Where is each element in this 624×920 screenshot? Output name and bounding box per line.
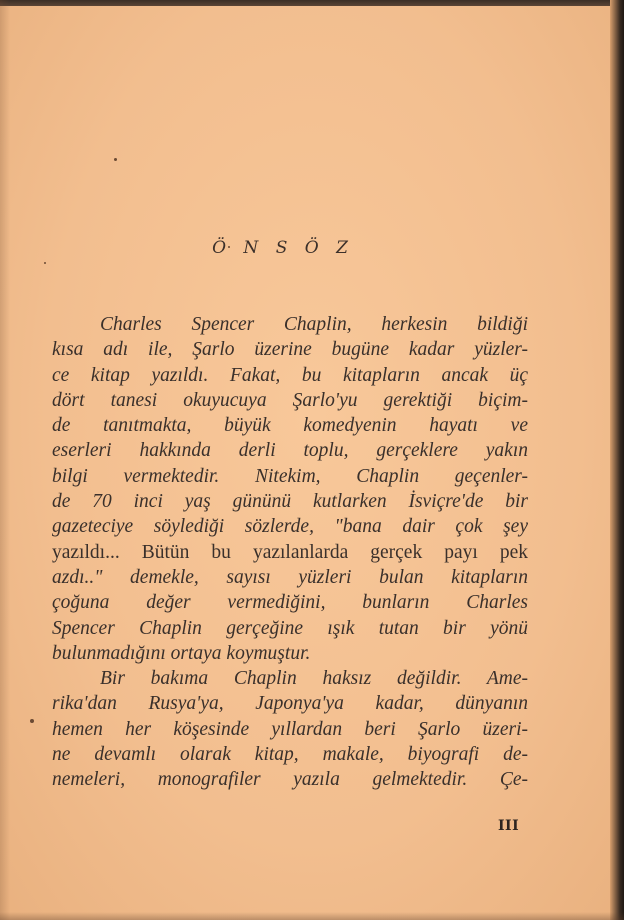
text-line: ne devamlı olarak kitap, makale, biyografi de- <box>52 744 528 766</box>
page-right-edge <box>610 0 624 920</box>
text-line: gazeteciye söylediği sözlerde, "bana dair çok şey <box>52 516 528 538</box>
text-line: yazıldı... Bütün bu yazılanlarda gerçek payı pek <box>52 541 528 563</box>
text-line: bulunmadığını ortaya koymuştur. <box>52 642 311 664</box>
text-line: hemen her köşesinde yıllardan beri Şarlo üzeri- <box>52 718 528 740</box>
text-line: çoğuna değer vermediğini, bunların Charles <box>52 592 528 614</box>
page-binding-shadow <box>0 0 10 920</box>
text-line: dört tanesi okuyucuya Şarlo'yu gerektiği biçim- <box>52 389 528 411</box>
text-line: nemeleri, monografiler yazıla gelmektedir. Çe- <box>52 769 528 791</box>
page-bottom-edge <box>0 912 624 920</box>
text-line: Spencer Chaplin gerçeğine ışık tutan bir yönü <box>52 617 528 639</box>
paper-speck <box>114 158 117 161</box>
text-line: rika'dan Rusya'ya, Japonya'ya kadar, dünyanın <box>52 693 528 715</box>
text-line: bilgi vermektedir. Nitekim, Chaplin geçenler- <box>52 465 528 487</box>
text-line: Charles Spencer Chaplin, herkesin bildiği <box>100 314 528 335</box>
page-number: III <box>498 818 520 834</box>
text-line: de tanıtmakta, büyük komedyenin hayatı ve <box>52 415 528 437</box>
paper-speck <box>44 262 46 264</box>
text-line: de 70 inci yaş gününü kutlarken İsviçre'de bir <box>52 491 528 513</box>
text-line: azdı.." demekle, sayısı yüzleri bulan kitapların <box>52 566 528 588</box>
paper-speck <box>30 719 34 723</box>
body-text <box>52 312 528 793</box>
text-line: eserleri hakkında derli toplu, gerçeklere yakın <box>52 440 528 462</box>
page-title: Ö N S Ö Z <box>212 238 354 258</box>
text-line: ce kitap yazıldı. Fakat, bu kitapların ancak üç <box>52 364 528 386</box>
page-top-edge <box>0 0 624 6</box>
text-line: kısa adı ile, Şarlo üzerine bugüne kadar yüzler- <box>52 339 528 361</box>
text-line: Bir bakıma Chaplin haksız değildir. Ame- <box>100 668 528 690</box>
